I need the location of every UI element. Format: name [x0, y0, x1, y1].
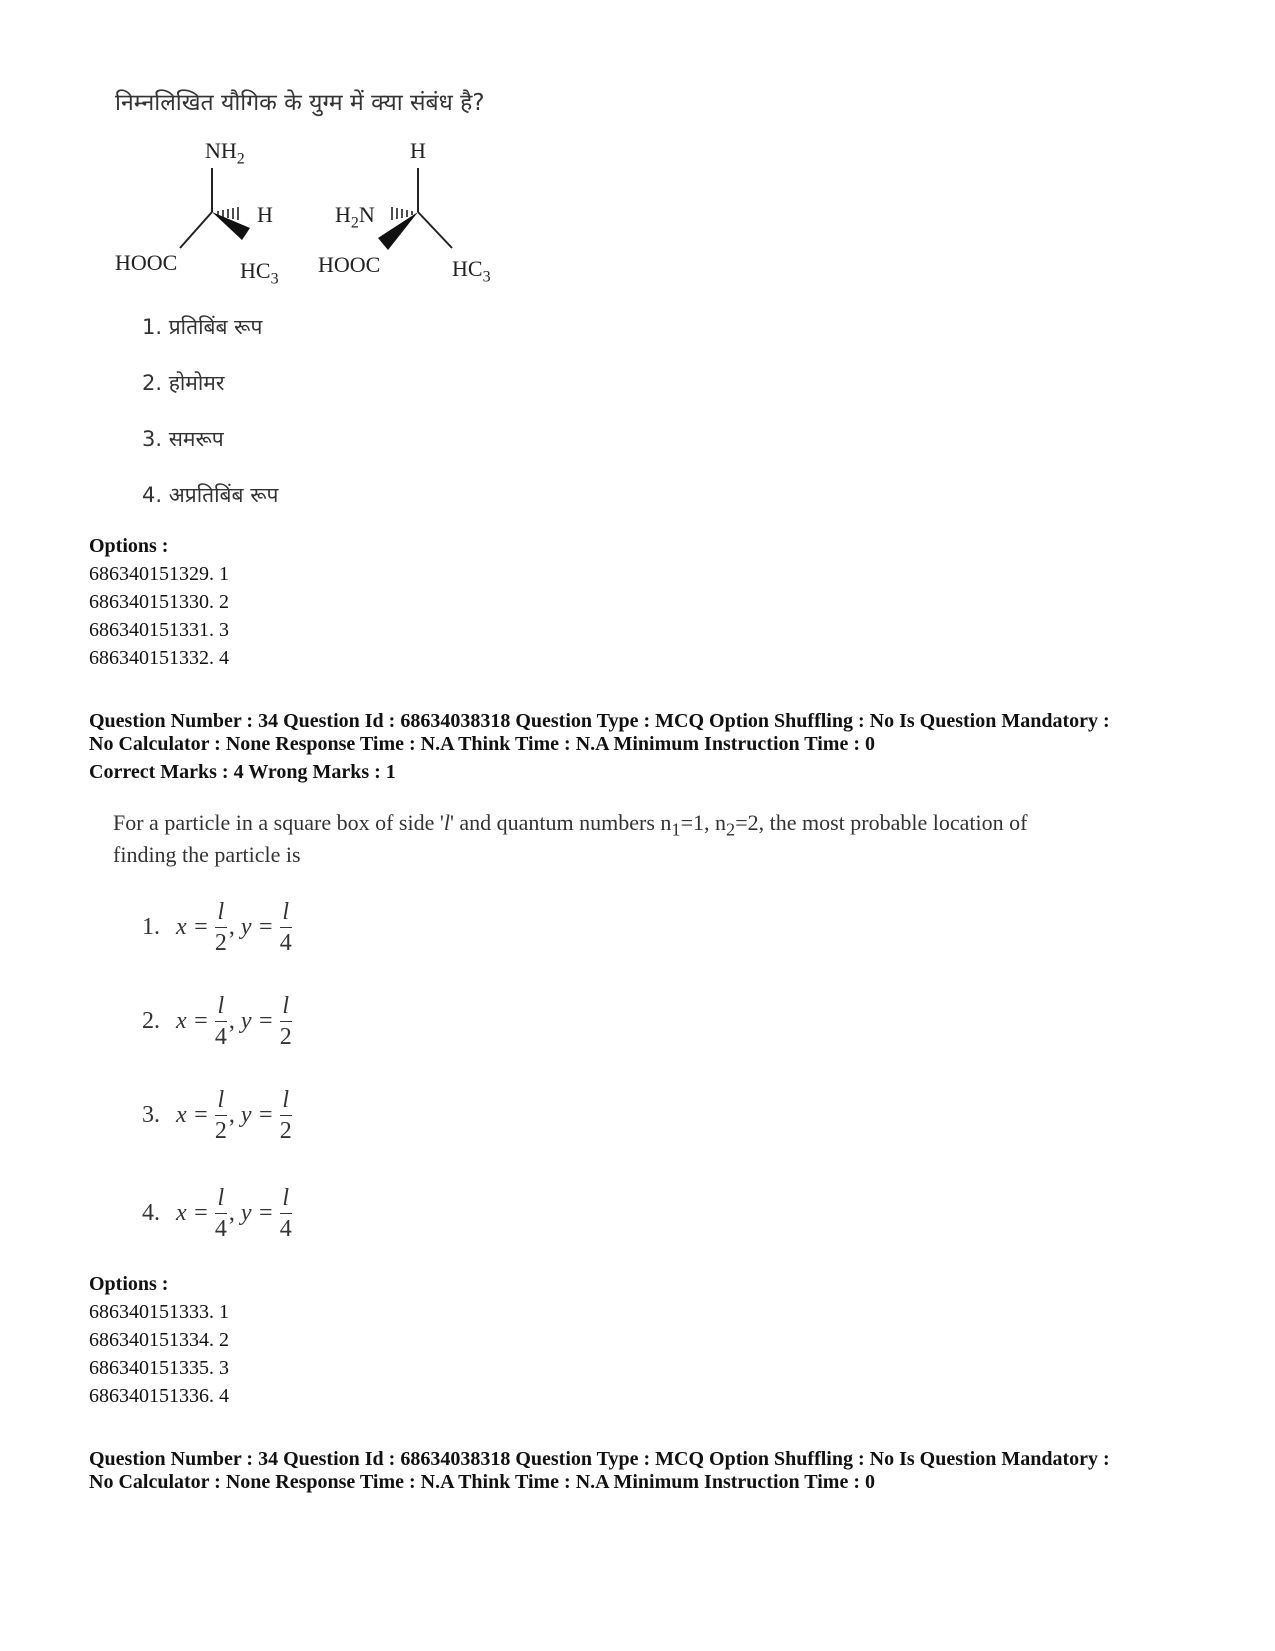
choice-equation-2: 2. x = $\frac{l}{4}$ , y = $\frac{l}{2}$ — [142, 993, 292, 1050]
option-id: 686340151331. 3 — [89, 619, 229, 641]
option-id: 686340151335. 3 — [89, 1357, 229, 1379]
label-hooc-right: HOOC — [318, 252, 381, 277]
question-stem-line2: finding the particle is — [113, 842, 301, 867]
choice-2: 2. होमोमर — [142, 371, 225, 395]
option-id: 686340151329. 1 — [89, 563, 229, 585]
label-hooc-left: HOOC — [115, 250, 178, 275]
label-h2n: $H_2N$ — [335, 202, 375, 232]
options-label: Options : — [89, 1273, 169, 1295]
question-header-line2: No Calculator : None Response Time : N.A Think Time : N.A Minimum Instruction Time : 0 — [89, 1471, 875, 1493]
structure-diagram — [110, 130, 530, 300]
option-id: 686340151334. 2 — [89, 1329, 229, 1351]
label-hc3-left: $HC_3$ — [240, 258, 279, 288]
marks-line: Correct Marks : 4 Wrong Marks : 1 — [89, 761, 396, 783]
label-hc3-right: $HC_3$ — [452, 256, 491, 286]
bond-right-ch3 — [418, 212, 452, 248]
question-stem-line1: For a particle in a square box of side 'l' and quantum numbers $n_1=1$, $n_2=2$, the most probable location of — [113, 810, 1028, 840]
question-header-line2: No Calculator : None Response Time : N.A Think Time : N.A Minimum Instruction Time : 0 — [89, 733, 875, 755]
option-id: 686340151332. 4 — [89, 647, 229, 669]
question-header-line1: Question Number : 34 Question Id : 68634038318 Question Type : MCQ Option Shuffling : No Is Question Mandatory : — [89, 1448, 1110, 1470]
question-header-line1: Question Number : 34 Question Id : 68634038318 Question Type : MCQ Option Shuffling : No Is Question Mandatory : — [89, 710, 1110, 732]
choice-equation-1: 1. x = $\frac{l}{2}$ , y = $\frac{l}{4}$ — [142, 899, 292, 956]
question-stem-hindi: निम्नलिखित यौगिक के युग्म में क्या संबंध है? — [115, 90, 485, 116]
options-label: Options : — [89, 535, 169, 557]
wedge-left-ch3 — [212, 212, 250, 240]
label-nh2: $NH_2$ — [205, 138, 245, 168]
choice-3: 3. समरूप — [142, 427, 224, 451]
label-h-left: H — [257, 202, 273, 227]
choice-1: 1. प्रतिबिंब रूप — [142, 315, 263, 339]
choice-4: 4. अप्रतिबिंब रूप — [142, 483, 279, 507]
option-id: 686340151330. 2 — [89, 591, 229, 613]
option-id: 686340151333. 1 — [89, 1301, 229, 1323]
label-h-top-right: H — [410, 138, 426, 163]
option-id: 686340151336. 4 — [89, 1385, 229, 1407]
choice-equation-3: 3. x = $\frac{l}{2}$ , y = $\frac{l}{2}$ — [142, 1087, 292, 1144]
wedge-right-cooh — [378, 212, 418, 250]
choice-equation-4: 4. x = $\frac{l}{4}$ , y = $\frac{l}{4}$ — [142, 1185, 292, 1242]
bond-left-cooh — [180, 212, 212, 248]
